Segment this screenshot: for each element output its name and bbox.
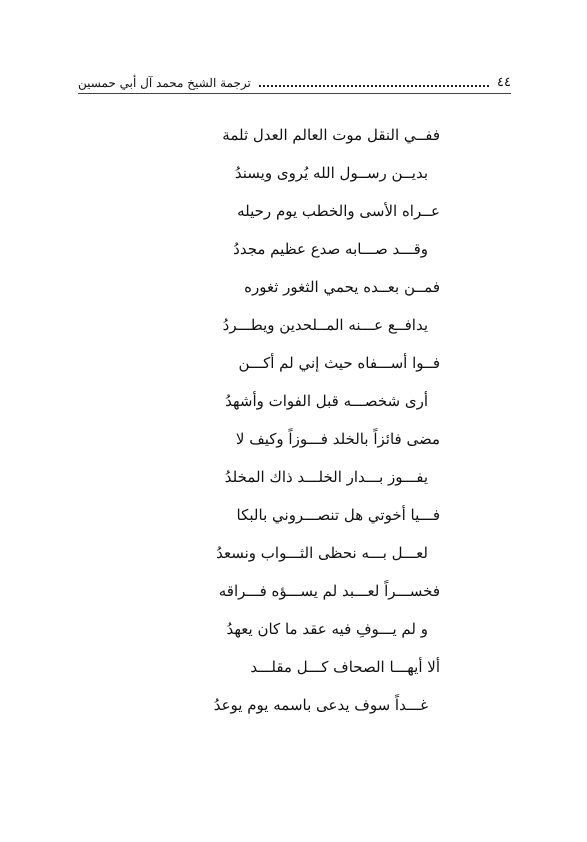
verse-line: عــراه الأسى والخطب يوم رحيله <box>237 202 440 220</box>
verse-line: يدافــع عـــنه المــلحدين ويطـــردُ <box>222 316 428 334</box>
running-header-title: ترجمة الشيخ محمد آل أبي حمسين <box>78 76 251 90</box>
verse-line: ففــي النقل موت العالم العدل ثلمة <box>222 126 440 144</box>
verse-line: ألا أيهـــا الصحاف كـــل مقلـــد <box>250 658 440 676</box>
verse-line: وقـــد صـــابه صدع عظيم مجددُ <box>233 240 428 258</box>
page-number: ٤٤ <box>497 75 511 90</box>
verse-line: غـــداً سوف يدعى باسمه يوم يوعدُ <box>213 696 428 714</box>
verse-line: فمــن بعــده يحمي الثغور ثغوره <box>244 278 440 296</box>
verse-line: فـــيا أخوتي هل تنصـــروني بالبكا <box>236 506 440 524</box>
verse-line: يفـــوز بـــدار الخلـــد ذاك المخلدُ <box>224 468 428 486</box>
header-dot-leader <box>259 85 489 87</box>
verse-line: لعـــل بـــه نحظى الثـــواب ونسعدُ <box>216 544 428 562</box>
verse-line: مضى فائزاً بالخلد فـــوزاً وكيف لا <box>235 430 440 448</box>
verse-line: بديــن رســول الله يُروى ويسندُ <box>234 164 428 182</box>
verse-line: و لم يـــوفِ فيه عقد ما كان يعهدُ <box>226 620 428 638</box>
header-rule <box>78 93 511 94</box>
poem <box>100 116 440 724</box>
verse-line: فــوا أســـفاه حيث إني لم أكـــن <box>238 354 440 372</box>
verse-line: أرى شخصـــه قبل الفوات وأشهدُ <box>225 392 428 410</box>
verse-line: فخســـراً لعـــبد لم يســـؤه فـــراقه <box>218 582 440 600</box>
running-header <box>78 68 511 90</box>
